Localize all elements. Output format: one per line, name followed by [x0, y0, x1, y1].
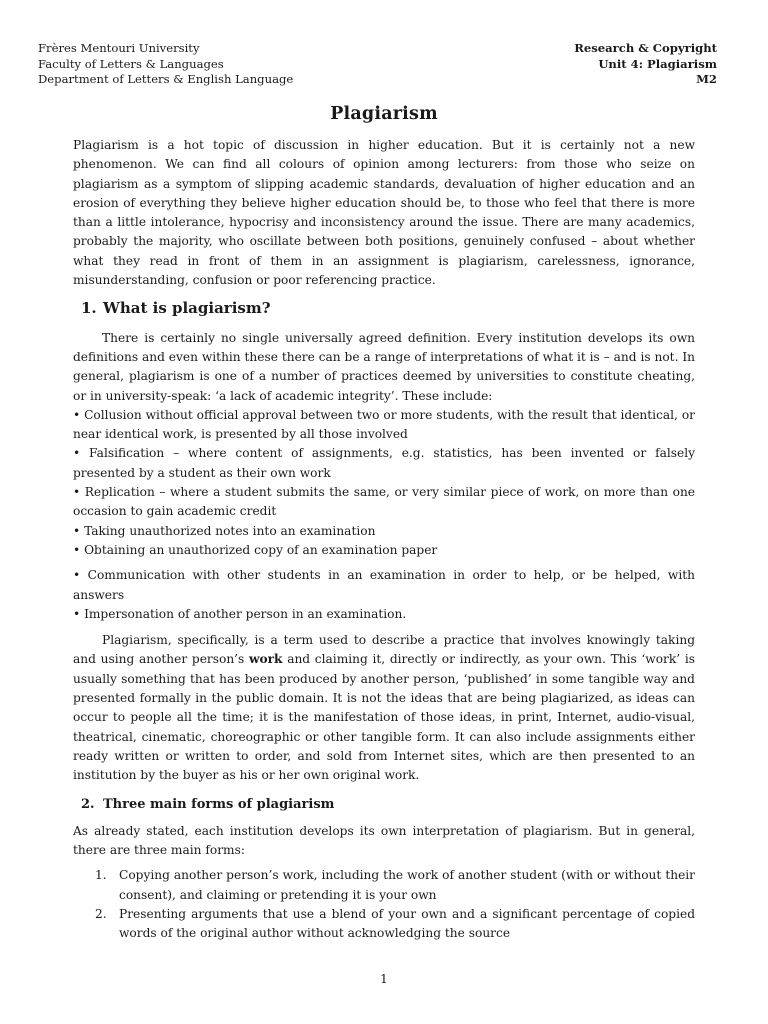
- level-label: M2: [696, 72, 717, 86]
- section-1-title: What is plagiarism?: [103, 299, 271, 318]
- section-2-number: 2.: [81, 796, 95, 812]
- work-term: work: [249, 652, 283, 667]
- item-text: Presenting arguments that use a blend of your own and a significant percentage of copied words of the original author without acknowledging the source: [119, 906, 695, 941]
- header-institution: [38, 41, 293, 88]
- item-number: 1.: [95, 868, 107, 883]
- section-2-paragraph: As already stated, each institution develops its own interpretation of plagiarism. But in general, there are three main forms:: [73, 823, 695, 858]
- faculty-name: Faculty of Letters & Languages: [38, 56, 224, 71]
- list-item: • Impersonation of another person in an examination.: [73, 606, 407, 621]
- definition-paragraph: [73, 631, 695, 785]
- document-body: [73, 136, 695, 944]
- section-1-heading: [73, 299, 695, 318]
- item-number: 2.: [95, 906, 107, 921]
- practices-list: [73, 406, 695, 624]
- list-item: • Taking unauthorized notes into an examination: [73, 523, 376, 538]
- list-item: • Obtaining an unauthorized copy of an examination paper: [73, 542, 438, 557]
- document-title: Plagiarism: [330, 104, 438, 124]
- page-number: 1: [380, 972, 388, 986]
- unit-name: Unit 4: Plagiarism: [598, 56, 717, 71]
- section-1-number: 1.: [81, 299, 97, 318]
- list-item: • Communication with other students in an examination in order to help, or be helped, with answers: [73, 568, 695, 602]
- intro-paragraph: Plagiarism is a hot topic of discussion in higher education. But it is certainly not a new phenomenon. We can find all colours of opinion among lecturers: from those who seize on plagiarism as a symptom of slipping academic standards, devaluation of higher education and an erosion of everything they believe higher education should be, to those who feel that there is more than a little intolerance, hypocrisy and inconsistency around the issue. There are many academics, probably the majority, who oscillate between both positions, genuinely confused – about whether what they read in front of them in an assignment is plagiarism, carelessness, ignorance, misunderstanding, confusion or poor referencing practice.: [73, 138, 695, 288]
- list-item: • Collusion without official approval between two or more students, with the result that identical, or near identical work, is presented by all those involved: [73, 407, 695, 442]
- university-name: Frères Mentouri University: [38, 41, 200, 55]
- list-item: • Replication – where a student submits the same, or very similar piece of work, on more than one occasion to gain academic credit: [73, 485, 695, 519]
- list-item: [73, 866, 695, 905]
- item-text: Copying another person’s work, including the work of another student (with or without their consent), and claiming or pretending it is your own: [119, 868, 695, 902]
- section-1-paragraph: There is certainly no single universally agreed definition. Every institution develops its own definitions and even within these there can be a range of interpretations of what it is – and is not. In general, plagiarism is one of a number of practices deemed by universities to constitute cheating, or in university-speak: ‘a lack of academic integrity’. These include:: [73, 330, 695, 403]
- header-course: [574, 41, 717, 88]
- definition-text-start: Plagiarism, specifically, is a term used to describe a practice that involves knowingly taking and using another person’s: [73, 633, 695, 667]
- section-2-title: Three main forms of plagiarism: [103, 796, 335, 812]
- department-name: Department of Letters & English Language: [38, 72, 294, 86]
- course-name: Research & Copyright: [574, 41, 717, 55]
- list-item: [73, 905, 695, 944]
- forms-list: [73, 866, 695, 943]
- definition-text-end: and claiming it, directly or indirectly, as your own. This ‘work’ is usually something that has been produced by another person, ‘published’ in some tangible way and presented formally in the public domain. It is not the ideas that are being plagiarized, as ideas can occur to people all the time; it is the manifestation of those ideas, in print, Internet, audio-visual, theatrical, cinematic, choreographic or other tangible form. It can also include assignments either ready written or written to order, and sold from Internet sites, which are then presented to an institution by the buyer as his or her own original work.: [73, 652, 695, 783]
- section-2-heading: [73, 795, 695, 814]
- list-item: • Falsification – where content of assignments, e.g. statistics, has been invented or falsely presented by a student as their own work: [73, 446, 695, 480]
